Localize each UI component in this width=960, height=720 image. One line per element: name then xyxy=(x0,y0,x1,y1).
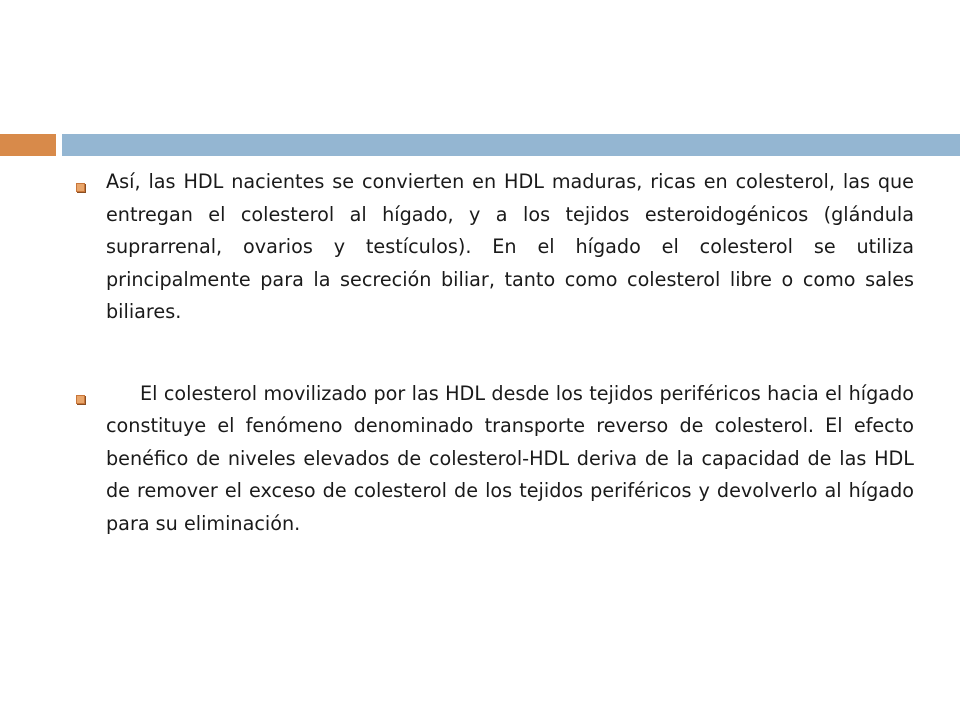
bullet-text-body: El colesterol movilizado por las HDL desde los tejidos periféricos hacia el hígado constituye el fenómeno denominado transporte reverso de colesterol. El efecto benéfico de niveles elevados de colesterol-HDL deriva de la capacidad de las HDL de remover el exceso de colesterol de los tejidos periféricos y devolverlo al hígado para su eliminación. xyxy=(106,381,914,535)
square-bullet-icon xyxy=(76,183,85,192)
bullet-item xyxy=(72,166,914,329)
bullet-text: Así, las HDL nacientes se convierten en HDL maduras, ricas en colesterol, las que entregan el colesterol al hígado, y a los tejidos esteroidogénicos (glándula suprarrenal, ovarios y testículos). En el hígado el colesterol se utiliza principalmente para la secreción biliar, tanto como colesterol libre o como sales biliares. xyxy=(106,170,914,323)
square-bullet-icon xyxy=(76,395,85,404)
bullet-text xyxy=(106,378,914,541)
header-bar xyxy=(62,134,960,156)
slide-content xyxy=(72,166,914,589)
header-accent-bar xyxy=(0,134,56,156)
bullet-item xyxy=(72,378,914,541)
